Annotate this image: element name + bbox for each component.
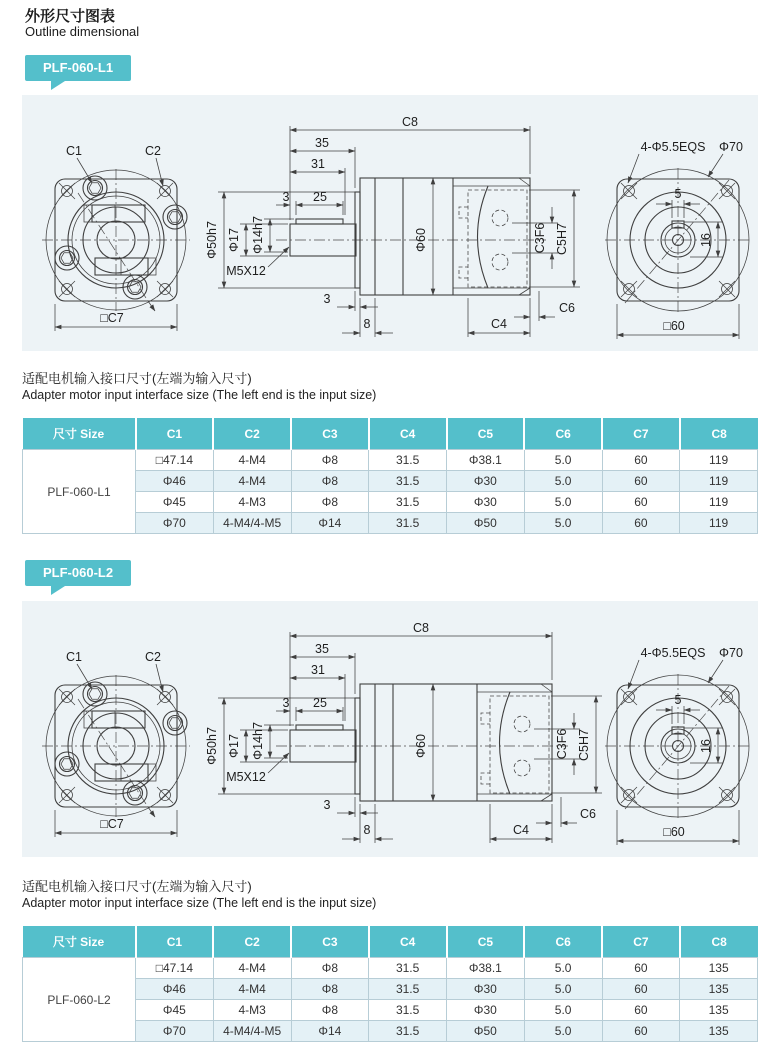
dim-label-31: 31 bbox=[311, 663, 325, 677]
size-cell: PLF-060-L1 bbox=[23, 450, 136, 534]
table-cell: Φ8 bbox=[291, 979, 369, 1000]
table-cell: Φ45 bbox=[136, 492, 214, 513]
table-cell: 60 bbox=[602, 492, 680, 513]
dim-label-35: 35 bbox=[315, 136, 329, 150]
table-cell: Φ14 bbox=[291, 513, 369, 534]
dim-label-3-key: 3 bbox=[282, 190, 290, 204]
table-cell: 60 bbox=[602, 450, 680, 471]
dim-label-35: 35 bbox=[315, 642, 329, 656]
page-title-zh: 外形尺寸图表 bbox=[25, 8, 116, 25]
back-view bbox=[605, 140, 751, 339]
table-cell: 31.5 bbox=[369, 1021, 447, 1042]
table-header: 尺寸 Size bbox=[23, 418, 136, 450]
table-cell: 5.0 bbox=[524, 471, 602, 492]
table-header: C2 bbox=[213, 926, 291, 958]
table-header-row bbox=[23, 926, 758, 958]
dim-label-c8: C8 bbox=[413, 621, 429, 635]
table-cell: Φ46 bbox=[136, 979, 214, 1000]
dim-label-c3f6: C3F6 bbox=[555, 728, 569, 760]
dim-label-c3f6: C3F6 bbox=[533, 222, 547, 254]
table-header: C4 bbox=[369, 418, 447, 450]
size-cell: PLF-060-L2 bbox=[23, 958, 136, 1042]
table-cell: 5.0 bbox=[524, 1021, 602, 1042]
table-cell: Φ38.1 bbox=[447, 958, 525, 979]
table-cell: Φ50 bbox=[447, 513, 525, 534]
dim-label-8: 8 bbox=[363, 317, 371, 331]
table-cell: 119 bbox=[680, 450, 758, 471]
dim-label-c8: C8 bbox=[402, 115, 418, 129]
table-cell: 60 bbox=[602, 1021, 680, 1042]
table-cell: Φ30 bbox=[447, 492, 525, 513]
note-en-l2: Adapter motor input interface size (The left end is the input size) bbox=[22, 896, 377, 910]
note-zh-l1: 适配电机输入接口尺寸(左端为输入尺寸) bbox=[22, 371, 252, 386]
table-cell: 119 bbox=[680, 492, 758, 513]
dim-label-phi70: Φ70 bbox=[719, 646, 743, 660]
dim-label-16: 16 bbox=[699, 233, 713, 247]
table-cell: 31.5 bbox=[369, 1000, 447, 1021]
table-cell: Φ8 bbox=[291, 492, 369, 513]
dim-label-phi60: Φ60 bbox=[414, 734, 428, 758]
table-cell: 5.0 bbox=[524, 979, 602, 1000]
table-cell: Φ14 bbox=[291, 1021, 369, 1042]
model-badge-l1: PLF-060-L1 bbox=[25, 55, 131, 81]
dim-label-phi50h7: Φ50h7 bbox=[205, 221, 219, 259]
table-cell: 135 bbox=[680, 1000, 758, 1021]
table-cell: 5.0 bbox=[524, 1000, 602, 1021]
table-header: C2 bbox=[213, 418, 291, 450]
dim-label-sq60: □60 bbox=[663, 825, 685, 839]
front-view bbox=[42, 144, 190, 331]
dim-label-5: 5 bbox=[674, 693, 682, 707]
table-cell: Φ46 bbox=[136, 471, 214, 492]
dim-label-3-key: 3 bbox=[282, 696, 290, 710]
dim-label-m5x12: M5X12 bbox=[226, 264, 266, 278]
dim-label-5: 5 bbox=[674, 187, 682, 201]
table-cell: Φ38.1 bbox=[447, 450, 525, 471]
table-cell: Φ8 bbox=[291, 958, 369, 979]
table-cell: 31.5 bbox=[369, 513, 447, 534]
side-view bbox=[205, 115, 580, 337]
table-cell: 60 bbox=[602, 958, 680, 979]
dimension-table-l1 bbox=[22, 418, 758, 534]
table-cell: 60 bbox=[602, 1000, 680, 1021]
drawing-panel-l2 bbox=[22, 601, 758, 857]
table-cell: Φ30 bbox=[447, 1000, 525, 1021]
table-cell: 31.5 bbox=[369, 979, 447, 1000]
table-cell: 135 bbox=[680, 979, 758, 1000]
table-cell: 119 bbox=[680, 513, 758, 534]
table-cell: □47.14 bbox=[136, 958, 214, 979]
table-cell: 4-M4 bbox=[213, 958, 291, 979]
note-zh-l2: 适配电机输入接口尺寸(左端为输入尺寸) bbox=[22, 879, 252, 894]
table-header: C6 bbox=[524, 418, 602, 450]
table-cell: Φ30 bbox=[447, 979, 525, 1000]
table-row bbox=[23, 958, 758, 979]
dim-label-eqs: 4-Φ5.5EQS bbox=[640, 140, 706, 154]
table-cell: 31.5 bbox=[369, 958, 447, 979]
dim-label-phi14h7: Φ14h7 bbox=[251, 722, 265, 760]
dim-label-31: 31 bbox=[311, 157, 325, 171]
table-header: C7 bbox=[602, 926, 680, 958]
table-header: C8 bbox=[680, 926, 758, 958]
table-cell: 135 bbox=[680, 958, 758, 979]
table-cell: □47.14 bbox=[136, 450, 214, 471]
dim-label-c4: C4 bbox=[513, 823, 529, 837]
table-cell: 4-M4/4-M5 bbox=[213, 1021, 291, 1042]
outline-drawing-l1 bbox=[22, 95, 758, 351]
model-badge-l2: PLF-060-L2 bbox=[25, 560, 131, 586]
table-header: C5 bbox=[447, 418, 525, 450]
dim-label-3-boss: 3 bbox=[323, 292, 331, 306]
table-cell: 5.0 bbox=[524, 450, 602, 471]
dim-label-c7: □C7 bbox=[100, 817, 124, 831]
dim-label-c2: C2 bbox=[145, 144, 161, 158]
table-cell: Φ30 bbox=[447, 471, 525, 492]
table-cell: Φ45 bbox=[136, 1000, 214, 1021]
table-header-row bbox=[23, 418, 758, 450]
table-cell: 4-M3 bbox=[213, 492, 291, 513]
dim-label-phi60: Φ60 bbox=[414, 228, 428, 252]
table-cell: Φ8 bbox=[291, 471, 369, 492]
table-header: C6 bbox=[524, 926, 602, 958]
table-cell: 4-M4 bbox=[213, 471, 291, 492]
table-cell: Φ70 bbox=[136, 513, 214, 534]
table-cell: 4-M4 bbox=[213, 450, 291, 471]
dim-label-c1: C1 bbox=[66, 144, 82, 158]
table-row bbox=[23, 450, 758, 471]
dim-label-25: 25 bbox=[313, 696, 327, 710]
table-cell: Φ50 bbox=[447, 1021, 525, 1042]
dim-label-c6: C6 bbox=[580, 807, 596, 821]
table-header: C5 bbox=[447, 926, 525, 958]
note-en-l1: Adapter motor input interface size (The left end is the input size) bbox=[22, 388, 377, 402]
table-header: C4 bbox=[369, 926, 447, 958]
table-cell: 60 bbox=[602, 471, 680, 492]
table-header: C1 bbox=[136, 418, 214, 450]
outline-drawing-l2 bbox=[22, 601, 758, 857]
dim-label-c6: C6 bbox=[559, 301, 575, 315]
side-view bbox=[205, 621, 602, 843]
table-header: C8 bbox=[680, 418, 758, 450]
table-cell: 60 bbox=[602, 513, 680, 534]
table-header: C3 bbox=[291, 418, 369, 450]
table-cell: 60 bbox=[602, 979, 680, 1000]
dim-label-16: 16 bbox=[699, 739, 713, 753]
table-cell: 31.5 bbox=[369, 471, 447, 492]
table-cell: 4-M3 bbox=[213, 1000, 291, 1021]
back-view bbox=[605, 646, 751, 845]
dim-label-8: 8 bbox=[363, 823, 371, 837]
dim-label-c2: C2 bbox=[145, 650, 161, 664]
table-cell: 31.5 bbox=[369, 492, 447, 513]
dim-label-sq60: □60 bbox=[663, 319, 685, 333]
dimension-table-l2 bbox=[22, 926, 758, 1042]
drawing-panel-l1 bbox=[22, 95, 758, 351]
dim-label-c4: C4 bbox=[491, 317, 507, 331]
table-header: C7 bbox=[602, 418, 680, 450]
table-cell: 135 bbox=[680, 1021, 758, 1042]
table-cell: 5.0 bbox=[524, 958, 602, 979]
table-cell: 119 bbox=[680, 471, 758, 492]
dim-label-c7: □C7 bbox=[100, 311, 124, 325]
dim-label-3-boss: 3 bbox=[323, 798, 331, 812]
dim-label-c1: C1 bbox=[66, 650, 82, 664]
dim-label-c5h7: C5H7 bbox=[555, 223, 569, 255]
dim-label-phi14h7: Φ14h7 bbox=[251, 216, 265, 254]
page-title-en: Outline dimensional bbox=[25, 24, 140, 39]
dim-label-25: 25 bbox=[313, 190, 327, 204]
table-cell: 5.0 bbox=[524, 492, 602, 513]
table-cell: 4-M4/4-M5 bbox=[213, 513, 291, 534]
table-header: 尺寸 Size bbox=[23, 926, 136, 958]
dim-label-m5x12: M5X12 bbox=[226, 770, 266, 784]
dim-label-eqs: 4-Φ5.5EQS bbox=[640, 646, 706, 660]
front-view bbox=[42, 650, 190, 837]
dim-label-phi50h7: Φ50h7 bbox=[205, 727, 219, 765]
table-cell: Φ70 bbox=[136, 1021, 214, 1042]
table-header: C1 bbox=[136, 926, 214, 958]
table-header: C3 bbox=[291, 926, 369, 958]
table-cell: 31.5 bbox=[369, 450, 447, 471]
table-cell: 5.0 bbox=[524, 513, 602, 534]
dim-label-phi17: Φ17 bbox=[227, 228, 241, 252]
table-cell: Φ8 bbox=[291, 450, 369, 471]
dim-label-phi17: Φ17 bbox=[227, 734, 241, 758]
dim-label-c5h7: C5H7 bbox=[577, 729, 591, 761]
dim-label-phi70: Φ70 bbox=[719, 140, 743, 154]
table-cell: Φ8 bbox=[291, 1000, 369, 1021]
table-cell: 4-M4 bbox=[213, 979, 291, 1000]
